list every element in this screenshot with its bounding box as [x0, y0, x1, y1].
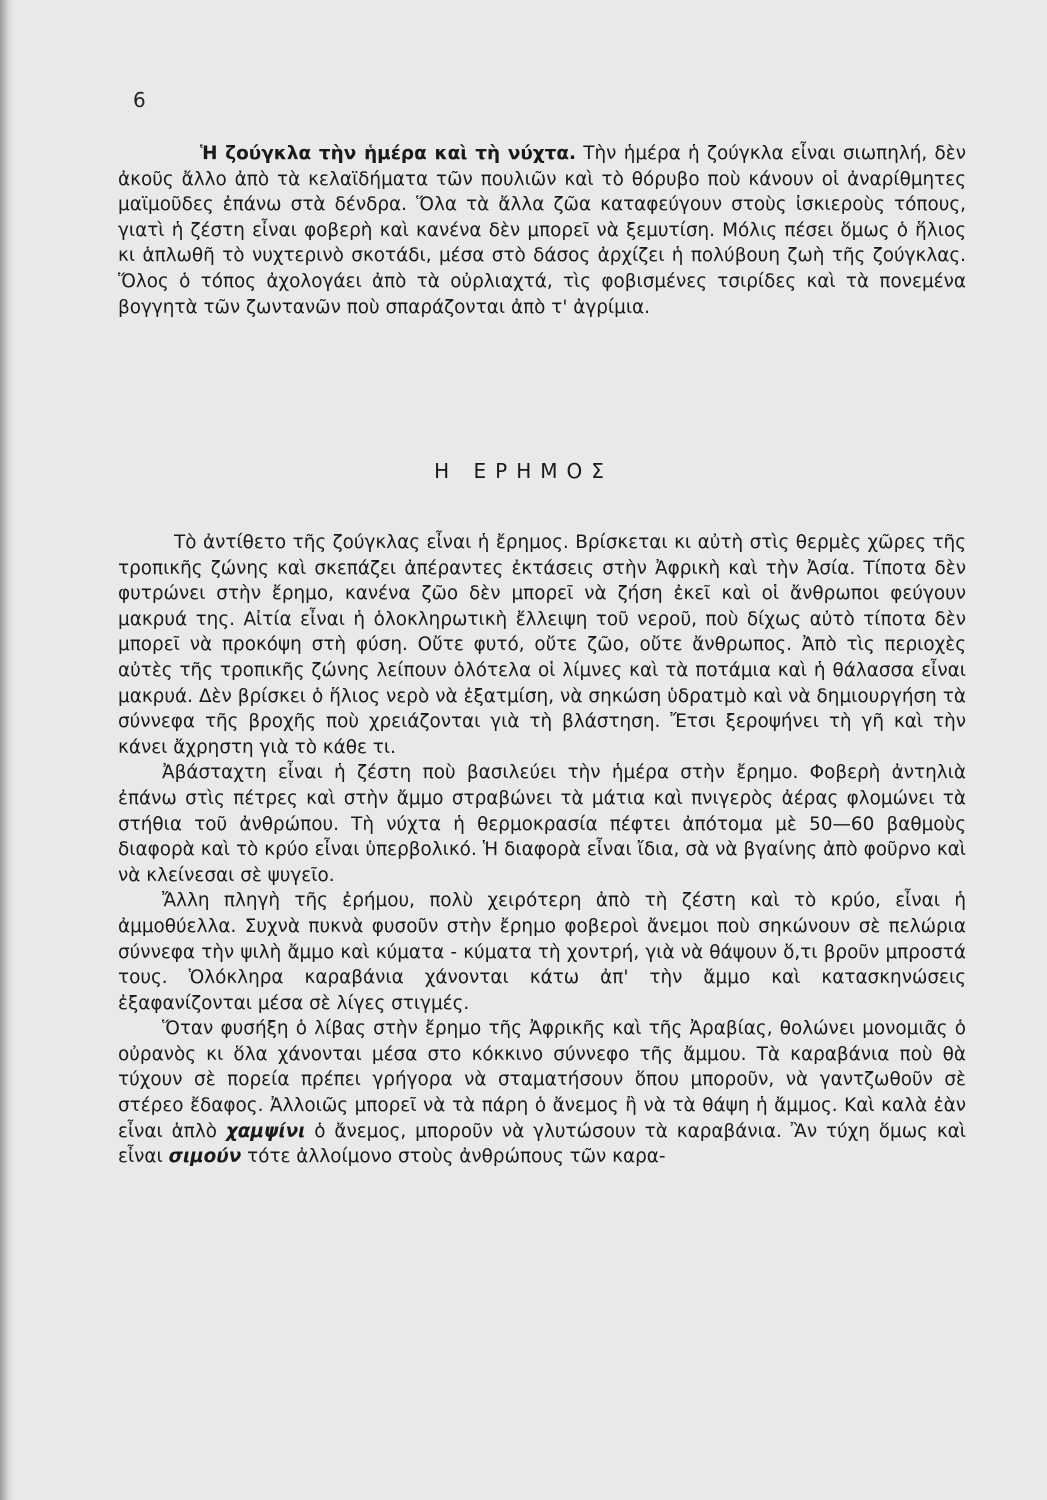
section-lead-title: Ἡ ζούγκλα τὴν ἡμέρα καὶ τὴ νύχτα. — [200, 143, 577, 164]
paragraph-text: Τὴν ἡμέρα ἡ ζούγκλα εἶναι σιωπηλή, δὲν ἀκοῦς ἄλλο ἀπὸ τὰ κελαϊδήματα τῶν πουλιῶν καὶ τὸ θόρυβο ποὺ κάνουν οἱ ἀναρίθμητες μαϊμοῦδες ἐπάνω στὰ δένδρα. Ὅλα τὰ ἄλλα ζῶα καταφεύγουν στοὺς ἰσκιεροὺς τόπους, γιατὶ ἡ ζέστη εἶναι φοβερὴ καὶ κανένα δὲν μπορεῖ νὰ ξεμυτίση. Μόλις πέσει ὅμως ὁ ἥλιος κι ἁπλωθῆ τὸ νυχτερινὸ σκοτάδι, μέσα στὸ δάσος ἀρχίζει ἡ πολύβουη ζωὴ τῆς ζούγκλας. Ὅλος ὁ τόπος ἀχολογάει ἀπὸ τὰ οὐρλιαχτά, τὶς φοβισμένες τσιρίδες καὶ τὰ πονεμένα βογγητὰ τῶν ζωντανῶν ποὺ σπαράζονται ἀπὸ τ' ἀγρίμια. — [118, 143, 966, 318]
section-heading: Η ΕΡΗΜΟΣ — [434, 459, 613, 483]
wind-name-khamsin: χαμψίνι — [225, 1120, 306, 1142]
jungle-paragraph — [118, 141, 966, 320]
paragraph-4-part-b: ὁ ἄνεμος, μποροῦν νὰ γλυτώσουν τὰ καραβάνια. Ἂν τύχη ὅμως καὶ εἶναι — [118, 1120, 966, 1168]
paragraph-4-part-a: Ὅταν φυσήξη ὁ λίβας στὴν ἔρημο τῆς Ἀφρικῆς καὶ τῆς Ἀραβίας, θολώνει μονομιᾶς ὁ οὐρανὸς κι ὅλα χάνονται μέσα στο κόκκινο σύννεφο τῆς ἄμμου. Τὰ καραβάνια ποὺ θὰ τύχουν σὲ πορεία πρέπει γρήγορα νὰ σταματήσουν ὅπου μποροῦν, νὰ γαντζωθοῦν σὲ στέρεο ἔδαφος. Ἀλλοιῶς μπορεῖ νὰ τὰ πάρη ὁ ἄνεμος ἢ νὰ τὰ θάψη ἡ ἄμμος. Καὶ καλὰ ἐὰν εἶναι ἁπλὸ — [118, 1018, 966, 1142]
paragraph-3: Ἄλλη πληγὴ τῆς ἐρήμου, πολὺ χειρότερη ἀπὸ τὴ ζέστη καὶ τὸ κρύο, εἶναι ἡ ἀμμοθύελλα. Συχνὰ πυκνὰ φυσοῦν στὴν ἔρημο φοβεροὶ ἄνεμοι ποὺ σηκώνουν σὲ πελώρια σύννεφα τὴν ψιλὴ ἄμμο καὶ κύματα - κύματα τὴ χοντρή, γιὰ νὰ θάψουν ὅ,τι βροῦν μπροστά τους. Ὁλόκληρα καραβάνια χάνονται κάτω ἀπ' τὴν ἄμμο καὶ κατασκηνώσεις ἐξαφανίζονται μέσα σὲ λίγες στιγμές. — [118, 890, 966, 1014]
jungle-section — [118, 141, 966, 320]
paragraph-1: Τὸ ἀντίθετο τῆς ζούγκλας εἶναι ἡ ἔρημος. Βρίσκεται κι αὐτὴ στὶς θερμὲς χῶρες τῆς τροπικῆς ζώνης καὶ σκεπάζει ἀπέραντες ἐκτάσεις στὴν Ἀφρικὴ καὶ τὴν Ἀσία. Τίποτα δὲν φυτρώνει στὴν ἔρημο, κανένα ζῶο δὲν μπορεῖ νὰ ζήση ἐκεῖ καὶ οἱ ἄνθρωποι φεύγουν μακρυά της. Αἰτία εἶναι ἡ ὁλοκληρωτικὴ ἔλλειψη τοῦ νεροῦ, ποὺ δίχως αὐτὸ τίποτα δὲν μπορεῖ νὰ προκόψη στὴ φύση. Οὔτε φυτό, οὔτε ζῶο, οὔτε ἄνθρωπος. Ἀπὸ τὶς περιοχὲς αὐτὲς τῆς τροπικῆς ζώνης λείπουν ὁλότελα οἱ λίμνες καὶ τὰ ποτάμια καὶ ἡ θάλασσα εἶναι μακρυά. Δὲν βρίσκει ὁ ἥλιος νερὸ νὰ ἐξατμίση, νὰ σηκώση ὑδρατμὸ καὶ νὰ δημιουργήση τὰ σύννεφα τῆς βροχῆς ποὺ χρειάζονται γιὰ τὴ βλάστηση. Ἔτσι ξεροψήνει τὴ γῆ καὶ τὴν κάνει ἄχρηστη γιὰ τὸ κάθε τι. — [118, 532, 966, 758]
paragraph-4 — [118, 1016, 966, 1170]
desert-section — [118, 530, 966, 1170]
page-edge-shadow — [0, 0, 14, 1500]
paragraph-4-part-c: τότε ἀλλοίμονο στοὺς ἀνθρώπους τῶν καρα- — [247, 1146, 666, 1168]
page-number: 6 — [133, 88, 146, 112]
paragraph-2: Ἀβάσταχτη εἶναι ἡ ζέστη ποὺ βασιλεύει τὴν ἡμέρα στὴν ἔρημο. Φοβερὴ ἀντηλιὰ ἐπάνω στὶς πέτρες καὶ στὴν ἄμμο στραβώνει τὰ μάτια καὶ πνιγερὸς ἀέρας φλομώνει τὰ στήθια τοῦ ἀνθρώπου. Τὴ νύχτα ἡ θερμοκρασία πέφτει ἀπότομα μὲ 50—60 βαθμοὺς διαφορὰ καὶ τὸ κρύο εἶναι ὑπερβολικό. Ἡ διαφορὰ εἶναι ἴδια, σὰ νὰ βγαίνης ἀπὸ φοῦρνο καὶ νὰ κλείνεσαι σὲ ψυγεῖο. — [118, 762, 966, 886]
wind-name-simoom: σιμούν — [168, 1146, 242, 1168]
